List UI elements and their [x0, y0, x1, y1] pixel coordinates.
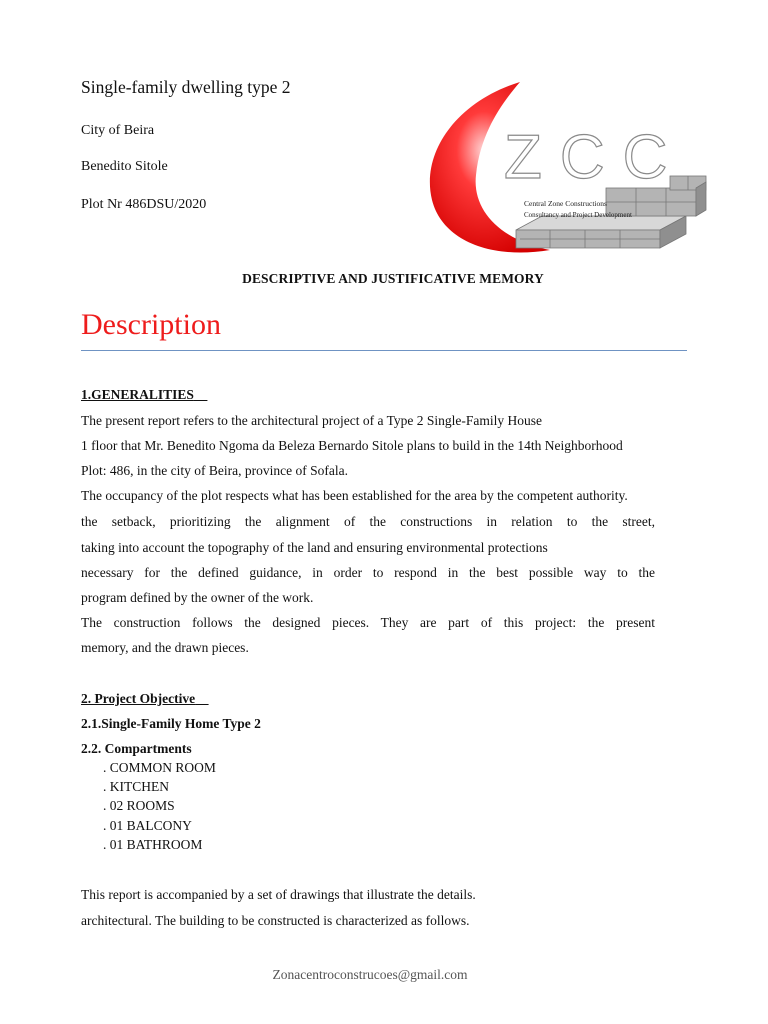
section-1-heading: 1.GENERALITIES	[81, 387, 194, 402]
logo-tagline: Consultancy and Project Development	[524, 211, 632, 219]
footer-email: Zonacentroconstrucoes@gmail.com	[272, 967, 468, 982]
section-heading: Description	[81, 308, 221, 341]
paragraph-line: memory, and the drawn pieces.	[81, 640, 249, 655]
compartment-item: . COMMON ROOM	[103, 760, 216, 775]
compartment-item: . 01 BATHROOM	[103, 837, 203, 852]
paragraph-line: 1 floor that Mr. Benedito Ngoma da Beleza Bernardo Sitole plans to build in the 14th Neighborhood	[81, 438, 623, 453]
compartment-item: . 01 BALCONY	[103, 818, 192, 833]
paragraph-line: The present report refers to the architectural project of a Type 2 Single-Family House	[81, 413, 543, 428]
compartment-item: . 02 ROOMS	[103, 798, 175, 813]
owner-name: Benedito Sitole	[81, 159, 168, 174]
plot-number: Plot Nr 486DSU/2020	[81, 197, 207, 212]
zcc-logo	[420, 80, 712, 262]
logo-company: Central Zone Constructions	[524, 199, 607, 208]
paragraph-line: This report is accompanied by a set of drawings that illustrate the details.	[81, 887, 476, 902]
paragraph-line: Plot: 486, in the city of Beira, province of Sofala.	[81, 463, 348, 478]
paragraph-line: architectural. The building to be constructed is characterized as follows.	[81, 913, 470, 928]
paragraph-line: the setback, prioritizing the alignment of the constructions in relation to the street,	[81, 514, 655, 529]
document-title: DESCRIPTIVE AND JUSTIFICATIVE MEMORY	[242, 271, 544, 286]
paragraph-line: The construction follows the designed pieces. They are part of this project: the present	[81, 615, 655, 630]
paragraph-line: taking into account the topography of the land and ensuring environmental protections	[81, 540, 548, 555]
paragraph-line: necessary for the defined guidance, in order to respond in the best possible way to the	[81, 565, 655, 580]
paragraph-line: program defined by the owner of the work.	[81, 590, 314, 605]
logo-letters: ZCC	[504, 123, 686, 192]
section-2-heading: 2. Project Objective	[81, 691, 196, 706]
subsection-title: 2.2. Compartments	[81, 741, 192, 756]
city-label: City of Beira	[81, 123, 155, 138]
document-subject: Single-family dwelling type 2	[81, 77, 291, 97]
compartment-item: . KITCHEN	[103, 779, 169, 794]
paragraph-line: The occupancy of the plot respects what has been established for the area by the competent authority.	[81, 488, 628, 503]
heading-divider	[81, 350, 687, 351]
subsection-title: 2.1.Single-Family Home Type 2	[81, 716, 261, 731]
